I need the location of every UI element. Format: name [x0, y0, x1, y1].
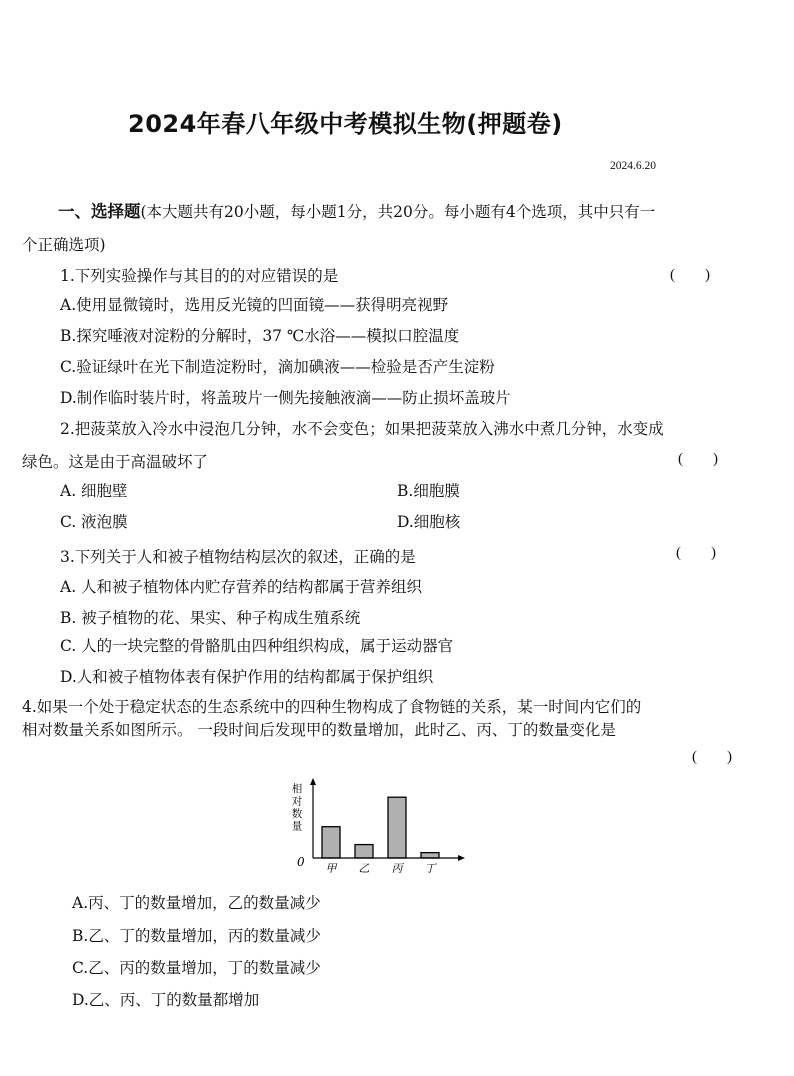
q4-answer-blank: ( ): [692, 749, 732, 765]
q1-answer-blank: ( ): [670, 267, 710, 283]
q2-stem-line2: 绿色。这是由于高温破坏了: [22, 453, 209, 471]
x-axis-arrow: [458, 855, 465, 861]
q3-option-d: D.人和被子植物体表有保护作用的结构都属于保护组织: [60, 668, 434, 686]
q2-option-d: D.细胞核: [397, 513, 461, 531]
q1-option-d: D.制作临时装片时，将盖玻片一侧先接触液滴——防止损坏盖玻片: [60, 389, 511, 407]
q4-option-a: A.丙、丁的数量增加，乙的数量减少: [72, 894, 321, 912]
exam-date: 2024.6.20: [610, 160, 656, 172]
q3-option-b: B. 被子植物的花、果实、种子构成生殖系统: [60, 609, 361, 627]
x-tick-label: 丙: [391, 862, 403, 875]
bar-2: [388, 797, 406, 858]
q2-stem-line1: 2.把菠菜放入冷水中浸泡几分钟，水不会变色；如果把菠菜放入沸水中煮几分钟，水变成: [60, 420, 664, 438]
x-tick-label: 乙: [358, 862, 370, 875]
exam-title: 2024年春八年级中考模拟生物(押题卷): [128, 110, 563, 138]
y-axis-arrow: [310, 778, 316, 785]
origin-label: 0: [297, 855, 305, 869]
q3-stem: 3.下列关于人和被子植物结构层次的叙述，正确的是: [60, 548, 416, 566]
q4-stem-line2: 相对数量关系如图所示。 一段时间后发现甲的数量增加，此时乙、丙、丁的数量变化是: [22, 721, 616, 739]
q2-option-b: B.细胞膜: [397, 482, 460, 500]
section-instructions-line1: [58, 198, 655, 222]
q4-option-d: D.乙、丙、丁的数量都增加: [72, 991, 260, 1009]
q1-stem: 1.下列实验操作与其目的的对应错误的是: [60, 267, 339, 285]
x-tick-label: 甲: [325, 862, 337, 875]
q1-option-a: A.使用显微镜时，选用反光镜的凹面镜——获得明亮视野: [60, 296, 449, 314]
q3-option-c: C. 人的一块完整的骨骼肌由四种组织构成，属于运动器官: [60, 637, 454, 655]
q4-option-c: C.乙、丙的数量增加，丁的数量减少: [72, 959, 321, 977]
q2-answer-blank: ( ): [678, 451, 718, 467]
section-instructions-line2: 个正确选项): [22, 236, 106, 254]
q2-option-a: A. 细胞壁: [60, 482, 128, 500]
section-heading: 一、选择题: [58, 202, 141, 221]
bar-1: [355, 845, 373, 858]
q4-stem-line1: 4.如果一个处于稳定状态的生态系统中的四种生物构成了食物链的关系，某一时间内它们的: [22, 698, 642, 716]
q4-option-b: B.乙、丁的数量增加，丙的数量减少: [72, 927, 321, 945]
q1-option-b: B.探究唾液对淀粉的分解时，37 ℃水浴——模拟口腔温度: [60, 327, 460, 345]
q2-option-c: C. 液泡膜: [60, 513, 128, 531]
q3-answer-blank: ( ): [676, 545, 716, 561]
section-description: (本大题共有20小题，每小题1分，共20分。每小题有4个选项，其中只有一: [140, 203, 656, 221]
bar-3: [421, 853, 439, 858]
relative-quantity-bar-chart: [280, 778, 480, 878]
q3-option-a: A. 人和被子植物体内贮存营养的结构都属于营养组织: [60, 578, 423, 596]
x-tick-label: 丁: [424, 862, 436, 875]
y-axis-label: 相对数量: [291, 783, 303, 833]
bar-0: [322, 827, 340, 858]
q1-option-c: C.验证绿叶在光下制造淀粉时，滴加碘液——检验是否产生淀粉: [60, 358, 495, 376]
